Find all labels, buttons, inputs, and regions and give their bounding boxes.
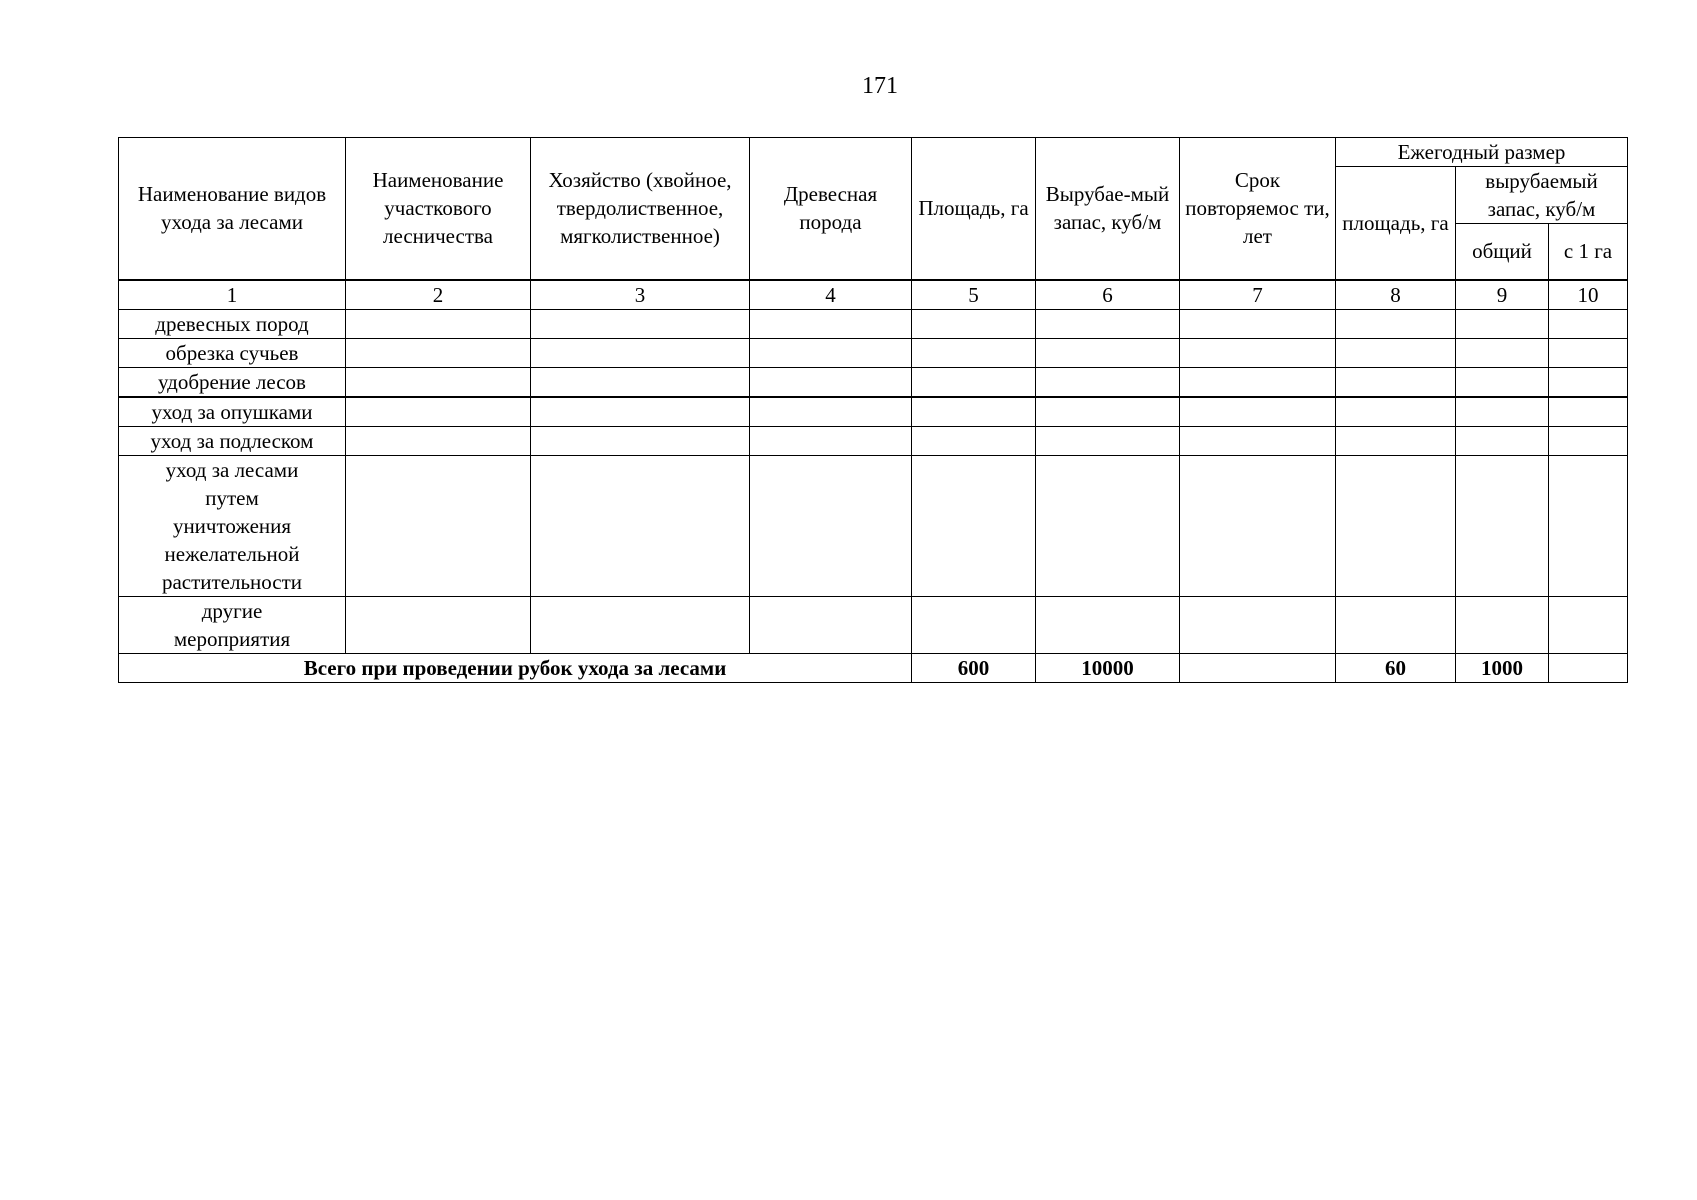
table-cell (1549, 596, 1628, 653)
table-cell (1456, 367, 1549, 397)
table-cell (531, 397, 750, 427)
row-label: уход за опушками (119, 397, 346, 427)
table-cell (1336, 367, 1456, 397)
column-number: 1 (119, 280, 346, 310)
header-forestry-district: Наименование участкового лесничества (346, 138, 531, 280)
row-label: уход за подлеском (119, 426, 346, 455)
table-cell (1549, 367, 1628, 397)
table-cell (1549, 455, 1628, 596)
table-row (119, 426, 1628, 455)
page-number: 171 (862, 73, 898, 99)
total-annual-area: 60 (1336, 653, 1456, 682)
table-cell (1036, 426, 1180, 455)
table-cell (750, 426, 912, 455)
table-cell (1549, 426, 1628, 455)
total-volume: 10000 (1036, 653, 1180, 682)
table-cell (750, 596, 912, 653)
table-cell (1456, 596, 1549, 653)
table-cell (1456, 397, 1549, 427)
table-cell (912, 338, 1036, 367)
table-cell (1036, 309, 1180, 338)
table-cell (1180, 653, 1336, 682)
table-cell (1036, 596, 1180, 653)
table-cell (346, 455, 531, 596)
column-number: 6 (1036, 280, 1180, 310)
row-label: обрезка сучьев (119, 338, 346, 367)
table-cell (346, 397, 531, 427)
column-numbers-row (119, 280, 1628, 310)
table-cell (1549, 397, 1628, 427)
table-cell (1180, 596, 1336, 653)
row-label: древесных пород (119, 309, 346, 338)
table-cell (531, 367, 750, 397)
total-annual-volume: 1000 (1456, 653, 1549, 682)
row-label: другие мероприятия (119, 596, 346, 653)
table-cell (1336, 397, 1456, 427)
table-cell (1036, 338, 1180, 367)
table-cell (531, 309, 750, 338)
table-cell (1336, 309, 1456, 338)
table-cell (750, 397, 912, 427)
column-number: 4 (750, 280, 912, 310)
table-cell (346, 367, 531, 397)
table-row (119, 309, 1628, 338)
row-label: удобрение лесов (119, 367, 346, 397)
column-number: 3 (531, 280, 750, 310)
header-volume-per-ha: с 1 га (1549, 224, 1628, 280)
column-number: 10 (1549, 280, 1628, 310)
table-cell (750, 455, 912, 596)
table-cell (1456, 309, 1549, 338)
total-area: 600 (912, 653, 1036, 682)
table-cell (1549, 653, 1628, 682)
column-number: 5 (912, 280, 1036, 310)
table-cell (1336, 596, 1456, 653)
table-cell (912, 309, 1036, 338)
table-cell (1180, 309, 1336, 338)
table-cell (1549, 309, 1628, 338)
header-cut-volume-group: вырубаемый запас, куб/м (1456, 167, 1628, 224)
table-cell (1036, 455, 1180, 596)
table-cell (1180, 455, 1336, 596)
table-cell (1456, 338, 1549, 367)
table-cell (346, 338, 531, 367)
table-cell (1456, 426, 1549, 455)
column-number: 8 (1336, 280, 1456, 310)
table-cell (912, 426, 1036, 455)
table-cell (1180, 426, 1336, 455)
total-row (119, 653, 1628, 682)
table-cell (531, 338, 750, 367)
forest-care-table (118, 137, 1628, 683)
table-cell (1036, 367, 1180, 397)
table-cell (346, 426, 531, 455)
row-label: уход за лесами путем уничтожения нежелательной растительности (119, 455, 346, 596)
table-cell (531, 596, 750, 653)
table-row (119, 397, 1628, 427)
header-annual-area: площадь, га (1336, 167, 1456, 280)
table-cell (1180, 397, 1336, 427)
table-cell (750, 338, 912, 367)
table-row (119, 455, 1628, 596)
table-cell (1549, 338, 1628, 367)
table-cell (346, 309, 531, 338)
table-cell (912, 596, 1036, 653)
table-cell (750, 367, 912, 397)
table-cell (1036, 397, 1180, 427)
column-number: 2 (346, 280, 531, 310)
table-cell (1336, 338, 1456, 367)
total-label: Всего при проведении рубок ухода за лесами (119, 653, 912, 682)
table-cell (531, 455, 750, 596)
header-area: Площадь, га (912, 138, 1036, 280)
table-cell (750, 309, 912, 338)
table-cell (1336, 426, 1456, 455)
table-cell (912, 397, 1036, 427)
header-repeat-period: Срок повторяемос ти, лет (1180, 138, 1336, 280)
table-cell (1180, 367, 1336, 397)
column-number: 9 (1456, 280, 1549, 310)
table-cell (1180, 338, 1336, 367)
table-cell (912, 455, 1036, 596)
table-cell (1456, 455, 1549, 596)
table-cell (531, 426, 750, 455)
header-volume-total: общий (1456, 224, 1549, 280)
header-annual-size: Ежегодный размер (1336, 138, 1628, 167)
header-economy-type: Хозяйство (хвойное, твердолиственное, мягколиственное) (531, 138, 750, 280)
header-care-type: Наименование видов ухода за лесами (119, 138, 346, 280)
column-number: 7 (1180, 280, 1336, 310)
header-tree-species: Древесная порода (750, 138, 912, 280)
table-row (119, 338, 1628, 367)
table-row (119, 596, 1628, 653)
table-row (119, 367, 1628, 397)
table-cell (1336, 455, 1456, 596)
header-cut-volume: Вырубае-мый запас, куб/м (1036, 138, 1180, 280)
table-cell (912, 367, 1036, 397)
table-cell (346, 596, 531, 653)
